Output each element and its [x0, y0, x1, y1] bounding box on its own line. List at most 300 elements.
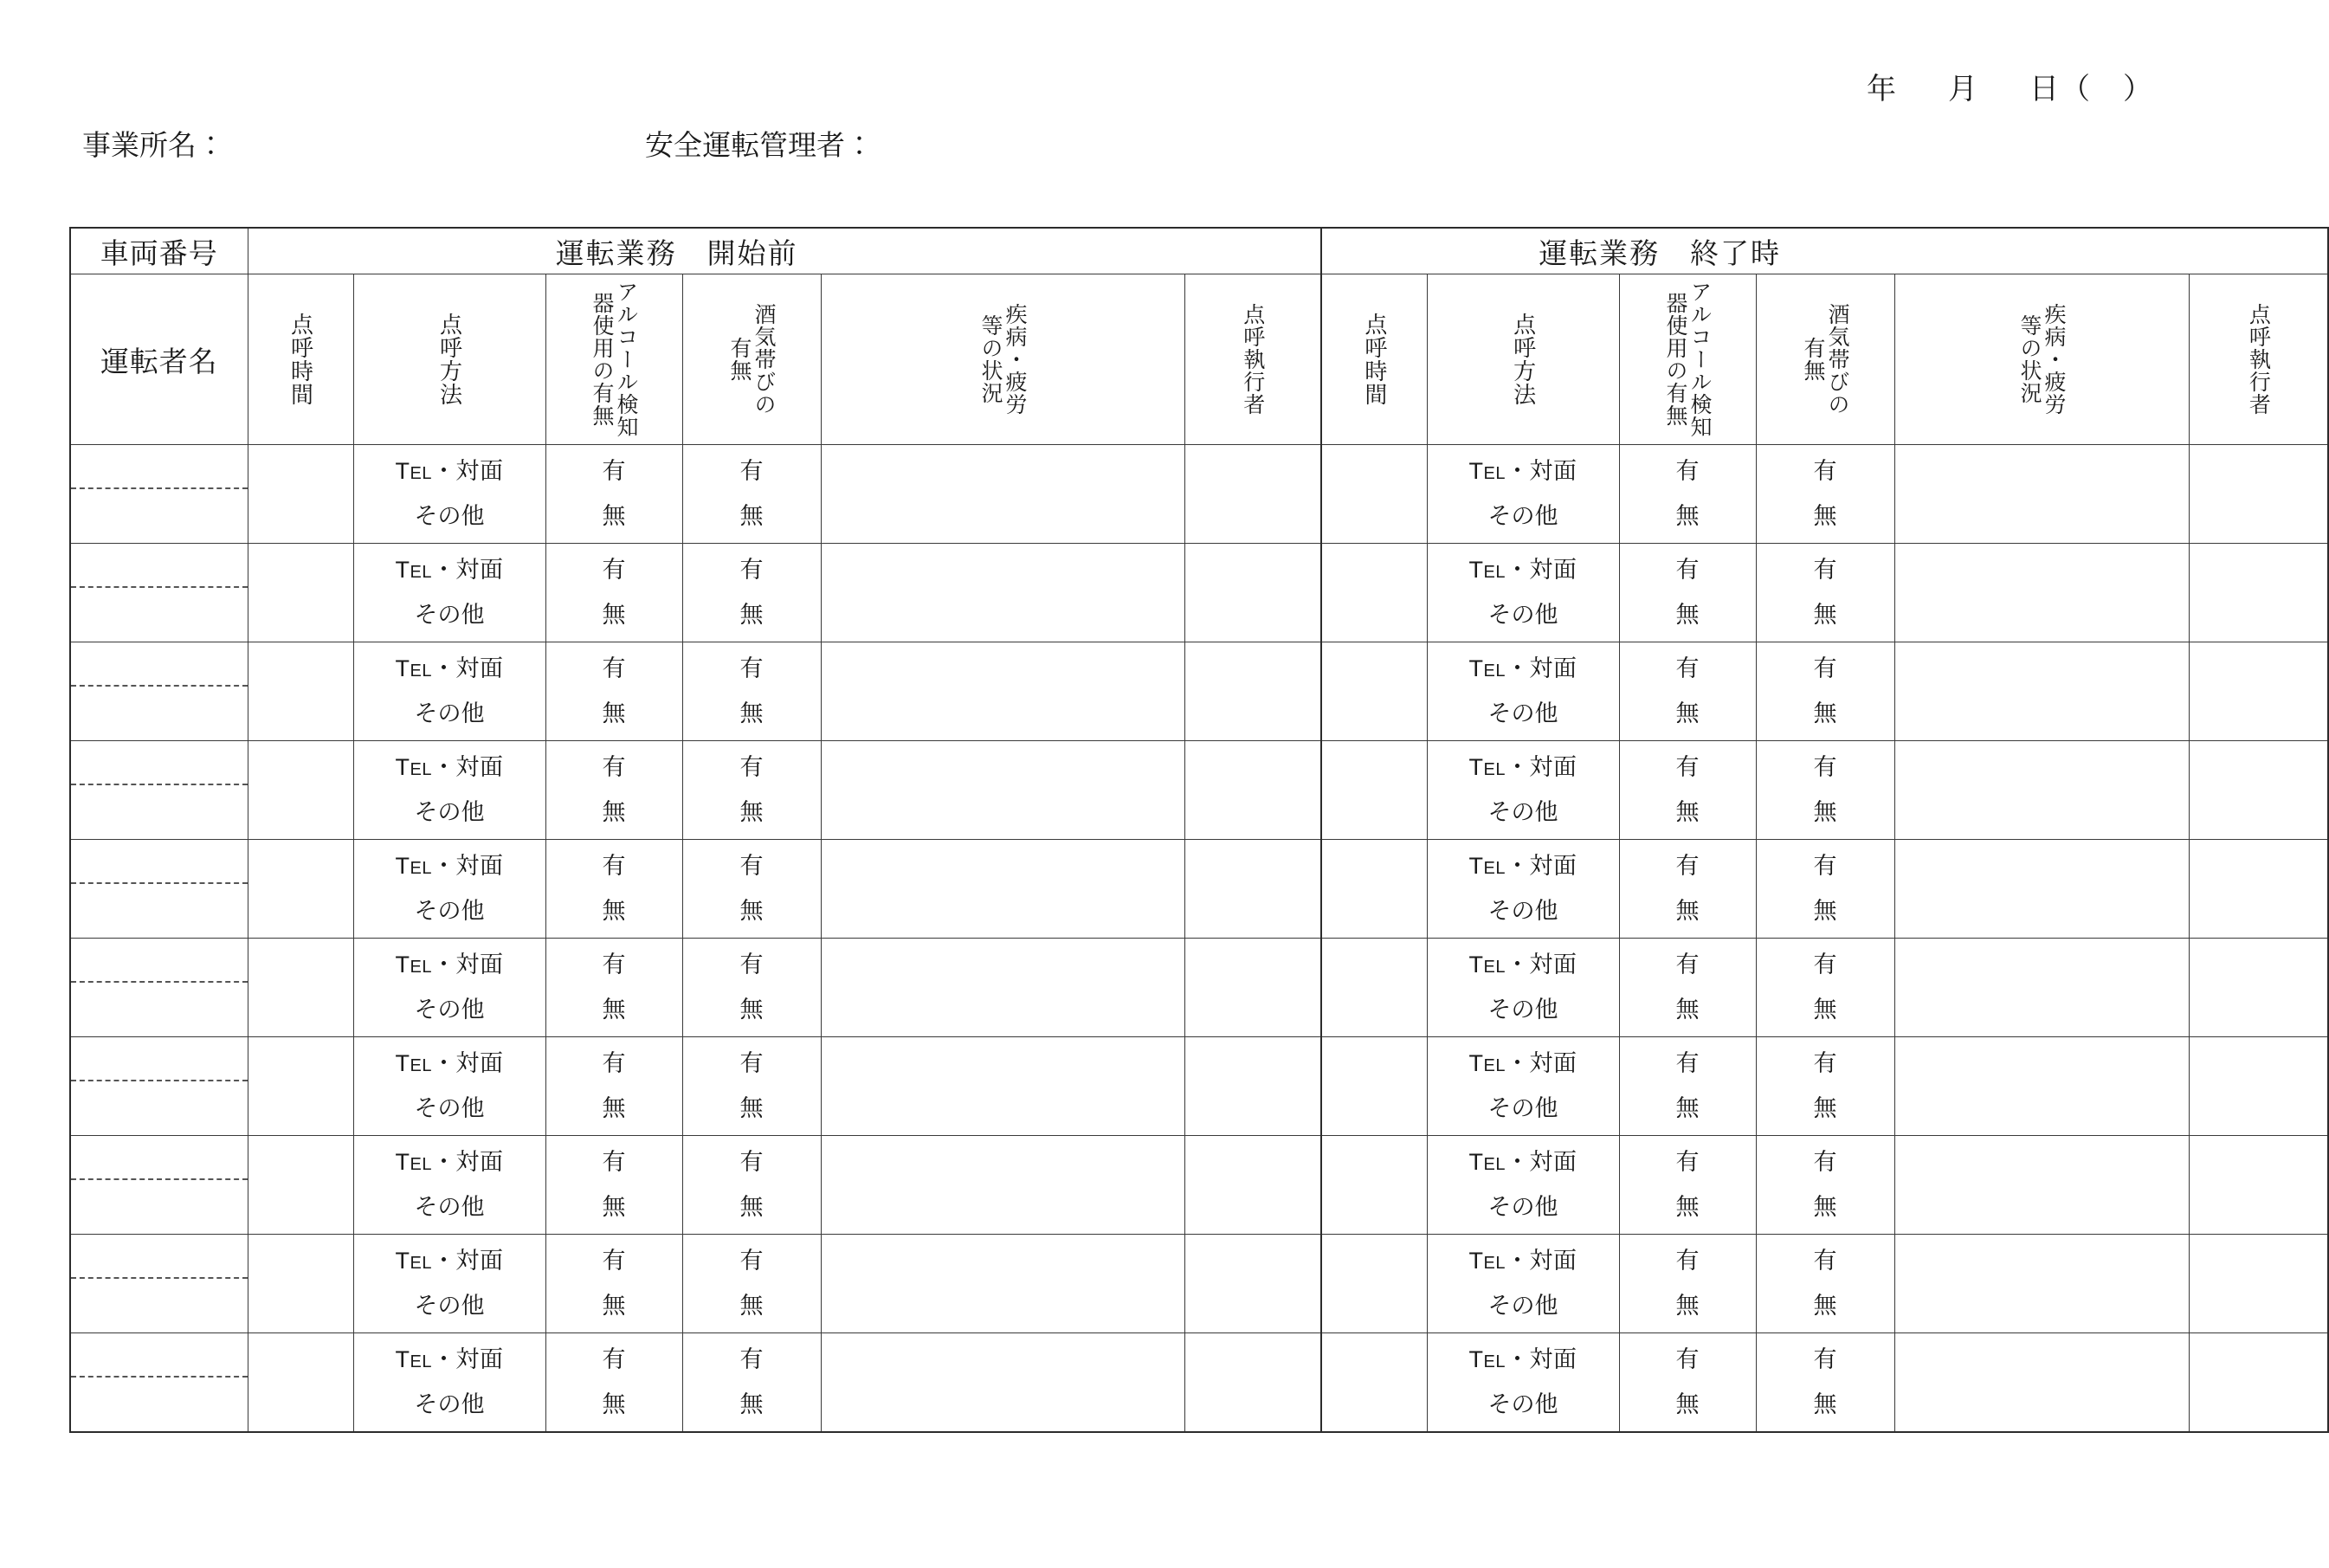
cell-before-illness-status[interactable]: [821, 642, 1184, 741]
option-yes[interactable]: 有: [739, 754, 764, 780]
method-option-2[interactable]: その他: [414, 898, 485, 924]
cell-before-roll-call-officer[interactable]: [1184, 642, 1321, 741]
cell-after-roll-call-officer[interactable]: [2189, 840, 2328, 939]
method-option-1[interactable]: [354, 1052, 545, 1075]
cell-before-roll-call-time[interactable]: [248, 840, 353, 939]
option-no[interactable]: 無: [1675, 700, 1700, 726]
option-yes[interactable]: 有: [1675, 557, 1700, 583]
option-yes[interactable]: 有: [1813, 655, 1837, 681]
cell-after-alcohol-detector[interactable]: [1619, 840, 1756, 939]
cell-after-roll-call-method[interactable]: [1427, 1235, 1619, 1333]
roll-call-time-label-after: 点呼時間: [1361, 313, 1388, 406]
cell-before-roll-call-officer[interactable]: [1184, 1037, 1321, 1136]
method-choice-group: [1428, 939, 1619, 1036]
option-no[interactable]: 無: [1813, 503, 1837, 529]
cell-after-intoxication[interactable]: [1756, 1235, 1894, 1333]
cell-after-roll-call-method[interactable]: [1427, 1037, 1619, 1136]
method-option-2[interactable]: その他: [414, 1391, 485, 1417]
option-no[interactable]: 無: [1813, 1391, 1837, 1417]
table-header-top-row: [70, 228, 2328, 274]
cell-after-alcohol-detector[interactable]: [1619, 445, 1756, 544]
cell-after-roll-call-officer[interactable]: [2189, 544, 2328, 642]
option-no[interactable]: 無: [1675, 1293, 1700, 1319]
office-name-label: 事業所名：: [82, 129, 225, 161]
method-option-2[interactable]: その他: [414, 1293, 485, 1319]
method-option-1[interactable]: [354, 953, 545, 977]
cell-after-roll-call-time[interactable]: [1321, 1136, 1427, 1235]
cell-before-roll-call-officer[interactable]: [1184, 544, 1321, 642]
method-option-tel[interactable]: [396, 1346, 504, 1372]
method-option-tel[interactable]: [1469, 754, 1577, 780]
cell-after-intoxication[interactable]: [1756, 939, 1894, 1037]
option-no[interactable]: 無: [1813, 898, 1837, 924]
cell-before-illness-status[interactable]: [821, 1333, 1184, 1433]
option-no[interactable]: 無: [602, 799, 626, 825]
option-no[interactable]: 無: [739, 898, 764, 924]
method-option-tel-prefix: T: [1468, 1248, 1484, 1274]
cell-before-intoxication[interactable]: [682, 544, 821, 642]
cell-before-roll-call-method[interactable]: [353, 741, 545, 840]
cell-vehicle-and-driver[interactable]: [70, 1235, 248, 1333]
method-option-2[interactable]: その他: [414, 799, 485, 825]
method-option-1[interactable]: [1428, 1348, 1619, 1371]
cell-before-roll-call-officer[interactable]: [1184, 1333, 1321, 1433]
option-yes[interactable]: 有: [739, 1248, 764, 1274]
cell-after-roll-call-time[interactable]: [1321, 642, 1427, 741]
cell-vehicle-and-driver[interactable]: [70, 1333, 248, 1433]
option-yes[interactable]: 有: [1813, 1050, 1837, 1076]
option-yes[interactable]: 有: [1813, 952, 1837, 978]
cell-before-roll-call-time[interactable]: [248, 741, 353, 840]
option-yes[interactable]: 有: [602, 754, 626, 780]
option-yes[interactable]: 有: [602, 952, 626, 978]
method-option-tel[interactable]: [1469, 1050, 1577, 1076]
option-no[interactable]: 無: [1675, 602, 1700, 628]
cell-before-roll-call-officer[interactable]: [1184, 741, 1321, 840]
option-yes[interactable]: 有: [1675, 1346, 1700, 1372]
option-no[interactable]: 無: [1813, 602, 1837, 628]
cell-after-roll-call-time[interactable]: [1321, 939, 1427, 1037]
method-option-tel[interactable]: [1469, 1346, 1577, 1372]
method-option-2[interactable]: その他: [1487, 1095, 1558, 1121]
option-no[interactable]: 無: [739, 1095, 764, 1121]
cell-after-roll-call-method[interactable]: [1427, 741, 1619, 840]
cell-before-roll-call-time[interactable]: [248, 642, 353, 741]
cell-before-illness-status[interactable]: [821, 840, 1184, 939]
method-option-2[interactable]: その他: [414, 1194, 485, 1220]
cell-after-illness-status[interactable]: [1894, 445, 2189, 544]
cell-after-illness-status[interactable]: [1894, 741, 2189, 840]
cell-before-roll-call-method[interactable]: [353, 642, 545, 741]
cell-after-illness-status[interactable]: [1894, 642, 2189, 741]
option-no[interactable]: 無: [1675, 1391, 1700, 1417]
option-yes[interactable]: 有: [602, 458, 626, 484]
cell-before-illness-status[interactable]: [821, 1037, 1184, 1136]
cell-after-alcohol-detector[interactable]: [1619, 939, 1756, 1037]
method-option-1[interactable]: [354, 756, 545, 779]
cell-before-alcohol-detector[interactable]: [545, 939, 682, 1037]
option-no[interactable]: 無: [602, 602, 626, 628]
cell-before-alcohol-detector[interactable]: [545, 1333, 682, 1433]
option-yes[interactable]: 有: [602, 655, 626, 681]
option-no[interactable]: 無: [1813, 799, 1837, 825]
cell-after-alcohol-detector[interactable]: [1619, 1235, 1756, 1333]
cell-before-roll-call-method[interactable]: [353, 840, 545, 939]
cell-vehicle-and-driver[interactable]: [70, 840, 248, 939]
cell-before-illness-status[interactable]: [821, 741, 1184, 840]
method-option-1[interactable]: [1428, 1052, 1619, 1075]
table-body: [70, 445, 2328, 1433]
cell-before-alcohol-detector[interactable]: [545, 445, 682, 544]
option-no[interactable]: 無: [1675, 503, 1700, 529]
cell-before-roll-call-officer[interactable]: [1184, 1136, 1321, 1235]
cell-after-roll-call-time[interactable]: [1321, 544, 1427, 642]
option-no[interactable]: 無: [1813, 1095, 1837, 1121]
option-no[interactable]: 無: [1675, 799, 1700, 825]
cell-vehicle-and-driver[interactable]: [70, 939, 248, 1037]
method-option-2[interactable]: その他: [414, 1095, 485, 1121]
cell-after-roll-call-officer[interactable]: [2189, 741, 2328, 840]
method-option-tel[interactable]: [396, 952, 504, 978]
method-option-tel-suffix: ・対面: [1506, 655, 1577, 681]
method-option-2[interactable]: その他: [414, 503, 485, 529]
method-option-1[interactable]: [1428, 1151, 1619, 1174]
cell-after-roll-call-officer[interactable]: [2189, 1136, 2328, 1235]
option-no[interactable]: 無: [602, 898, 626, 924]
cell-after-intoxication[interactable]: [1756, 544, 1894, 642]
method-option-tel-prefix: T: [395, 655, 410, 681]
yes-no-choice-group: [546, 445, 682, 543]
method-option-tel[interactable]: [1469, 1149, 1577, 1175]
option-no[interactable]: 無: [1813, 1194, 1837, 1220]
method-choice-group: [1428, 1136, 1619, 1234]
cell-before-intoxication[interactable]: [682, 939, 821, 1037]
option-no[interactable]: 無: [602, 1391, 626, 1417]
cell-before-roll-call-officer[interactable]: [1184, 445, 1321, 544]
cell-vehicle-and-driver[interactable]: [70, 1037, 248, 1136]
option-no[interactable]: 無: [739, 602, 764, 628]
option-yes[interactable]: 有: [1813, 557, 1837, 583]
cell-after-roll-call-time[interactable]: [1321, 445, 1427, 544]
yes-no-choice-group: [1620, 741, 1756, 839]
cell-before-alcohol-detector[interactable]: [545, 544, 682, 642]
cell-after-roll-call-time[interactable]: [1321, 741, 1427, 840]
cell-after-intoxication[interactable]: [1756, 445, 1894, 544]
option-yes[interactable]: 有: [739, 1149, 764, 1175]
option-no[interactable]: 無: [739, 997, 764, 1023]
cell-after-intoxication[interactable]: [1756, 1037, 1894, 1136]
option-yes[interactable]: 有: [1813, 754, 1837, 780]
cell-after-intoxication[interactable]: [1756, 741, 1894, 840]
method-option-tel-prefix: T: [395, 952, 410, 978]
yes-no-choice-group: [1620, 1037, 1756, 1135]
method-option-1[interactable]: [354, 1249, 545, 1273]
method-option-1[interactable]: [354, 460, 545, 483]
option-no[interactable]: 無: [739, 1293, 764, 1319]
cell-before-alcohol-detector[interactable]: [545, 1037, 682, 1136]
option-no[interactable]: 無: [602, 1095, 626, 1121]
method-option-2[interactable]: その他: [1487, 799, 1558, 825]
option-no[interactable]: 無: [602, 1293, 626, 1319]
option-no[interactable]: 無: [1675, 1095, 1700, 1121]
option-yes[interactable]: 有: [602, 1248, 626, 1274]
cell-after-illness-status[interactable]: [1894, 1136, 2189, 1235]
cell-before-roll-call-time[interactable]: [248, 1333, 353, 1433]
method-option-tel[interactable]: [396, 1050, 504, 1076]
option-yes[interactable]: 有: [739, 952, 764, 978]
method-option-1[interactable]: [354, 657, 545, 681]
method-option-1[interactable]: [1428, 756, 1619, 779]
section-after-label: 運転業務 終了時: [1539, 236, 1782, 269]
option-no[interactable]: 無: [1675, 1194, 1700, 1220]
cell-before-roll-call-officer[interactable]: [1184, 1235, 1321, 1333]
cell-before-illness-status[interactable]: [821, 445, 1184, 544]
method-option-tel[interactable]: [396, 1149, 504, 1175]
option-no[interactable]: 無: [739, 700, 764, 726]
method-option-2[interactable]: その他: [1487, 1391, 1558, 1417]
method-option-tel[interactable]: [1469, 655, 1577, 681]
cell-after-roll-call-method[interactable]: [1427, 840, 1619, 939]
method-option-1[interactable]: [1428, 657, 1619, 681]
cell-after-intoxication[interactable]: [1756, 642, 1894, 741]
cell-after-roll-call-time[interactable]: [1321, 840, 1427, 939]
method-option-2[interactable]: その他: [1487, 602, 1558, 628]
cell-vehicle-and-driver[interactable]: [70, 445, 248, 544]
option-no[interactable]: 無: [602, 1194, 626, 1220]
cell-after-roll-call-method[interactable]: [1427, 939, 1619, 1037]
method-choice-group: [1428, 840, 1619, 938]
option-yes[interactable]: 有: [739, 1346, 764, 1372]
method-option-1[interactable]: [1428, 953, 1619, 977]
method-option-tel[interactable]: [1469, 557, 1577, 583]
option-yes[interactable]: 有: [1813, 853, 1837, 879]
method-option-1[interactable]: [1428, 460, 1619, 483]
method-choice-group: [1428, 1333, 1619, 1431]
cell-before-roll-call-method[interactable]: [353, 445, 545, 544]
cell-before-alcohol-detector[interactable]: [545, 741, 682, 840]
method-option-1[interactable]: [354, 558, 545, 582]
method-option-2[interactable]: その他: [414, 997, 485, 1023]
option-no[interactable]: 無: [1813, 700, 1837, 726]
option-no[interactable]: 無: [1675, 898, 1700, 924]
cell-before-roll-call-time[interactable]: [248, 1235, 353, 1333]
option-no[interactable]: 無: [739, 503, 764, 529]
cell-before-roll-call-officer[interactable]: [1184, 939, 1321, 1037]
option-yes[interactable]: 有: [1675, 754, 1700, 780]
cell-vehicle-and-driver[interactable]: [70, 741, 248, 840]
option-yes[interactable]: 有: [1675, 952, 1700, 978]
option-yes[interactable]: 有: [1675, 655, 1700, 681]
option-yes[interactable]: 有: [602, 1149, 626, 1175]
cell-before-alcohol-detector[interactable]: [545, 1136, 682, 1235]
cell-after-alcohol-detector[interactable]: [1619, 1136, 1756, 1235]
option-yes[interactable]: 有: [1675, 1149, 1700, 1175]
cell-after-roll-call-officer[interactable]: [2189, 1037, 2328, 1136]
cell-after-illness-status[interactable]: [1894, 1235, 2189, 1333]
cell-before-roll-call-officer[interactable]: [1184, 840, 1321, 939]
cell-before-roll-call-time[interactable]: [248, 1136, 353, 1235]
cell-after-alcohol-detector[interactable]: [1619, 1037, 1756, 1136]
cell-after-illness-status[interactable]: [1894, 840, 2189, 939]
cell-after-alcohol-detector[interactable]: [1619, 544, 1756, 642]
option-yes[interactable]: 有: [1675, 1050, 1700, 1076]
cell-before-illness-status[interactable]: [821, 544, 1184, 642]
option-yes[interactable]: 有: [602, 853, 626, 879]
cell-before-alcohol-detector[interactable]: [545, 1235, 682, 1333]
option-no[interactable]: 無: [602, 700, 626, 726]
method-option-2[interactable]: その他: [1487, 1293, 1558, 1319]
cell-vehicle-and-driver[interactable]: [70, 642, 248, 741]
cell-after-illness-status[interactable]: [1894, 1037, 2189, 1136]
cell-after-roll-call-officer[interactable]: [2189, 642, 2328, 741]
cell-vehicle-and-driver[interactable]: [70, 1136, 248, 1235]
option-yes[interactable]: 有: [1813, 458, 1837, 484]
option-no[interactable]: 無: [1813, 997, 1837, 1023]
cell-after-roll-call-method[interactable]: [1427, 1136, 1619, 1235]
method-option-2[interactable]: その他: [1487, 700, 1558, 726]
cell-vehicle-and-driver[interactable]: [70, 544, 248, 642]
cell-before-roll-call-method[interactable]: [353, 1333, 545, 1433]
cell-before-illness-status[interactable]: [821, 1136, 1184, 1235]
cell-after-alcohol-detector[interactable]: [1619, 1333, 1756, 1433]
option-yes[interactable]: 有: [1813, 1248, 1837, 1274]
option-yes[interactable]: 有: [1813, 1346, 1837, 1372]
yes-no-choice-group: [1757, 939, 1894, 1036]
option-yes[interactable]: 有: [1675, 853, 1700, 879]
option-no[interactable]: 無: [602, 997, 626, 1023]
method-option-tel[interactable]: [396, 557, 504, 583]
option-yes[interactable]: 有: [1675, 458, 1700, 484]
cell-after-roll-call-method[interactable]: [1427, 1333, 1619, 1433]
cell-after-roll-call-method[interactable]: [1427, 445, 1619, 544]
illness-label-line1: 疾病・疲労: [1003, 303, 1027, 416]
cell-before-roll-call-method[interactable]: [353, 939, 545, 1037]
cell-before-intoxication[interactable]: [682, 1333, 821, 1433]
method-option-tel[interactable]: [1469, 458, 1577, 484]
header-section-before: [248, 228, 1321, 274]
method-option-2[interactable]: その他: [1487, 898, 1558, 924]
method-option-tel[interactable]: [396, 754, 504, 780]
cell-after-illness-status[interactable]: [1894, 939, 2189, 1037]
cell-after-roll-call-time[interactable]: [1321, 1037, 1427, 1136]
option-yes[interactable]: 有: [739, 1050, 764, 1076]
header-after-alcohol-detector: [1619, 274, 1756, 445]
cell-before-intoxication[interactable]: [682, 840, 821, 939]
option-no[interactable]: 無: [739, 1391, 764, 1417]
cell-before-roll-call-time[interactable]: [248, 939, 353, 1037]
method-option-1[interactable]: [354, 855, 545, 878]
cell-before-intoxication[interactable]: [682, 445, 821, 544]
cell-after-roll-call-officer[interactable]: [2189, 1235, 2328, 1333]
option-no[interactable]: 無: [1675, 997, 1700, 1023]
method-option-tel-smallcaps: EL: [410, 1056, 432, 1075]
cell-before-roll-call-method[interactable]: [353, 1136, 545, 1235]
method-option-tel[interactable]: [396, 1248, 504, 1274]
cell-before-roll-call-method[interactable]: [353, 1037, 545, 1136]
cell-after-roll-call-method[interactable]: [1427, 642, 1619, 741]
header-labels: [0, 126, 2216, 169]
cell-after-roll-call-officer[interactable]: [2189, 939, 2328, 1037]
cell-before-roll-call-time[interactable]: [248, 1037, 353, 1136]
cell-before-alcohol-detector[interactable]: [545, 642, 682, 741]
cell-after-roll-call-officer[interactable]: [2189, 445, 2328, 544]
method-option-1[interactable]: [1428, 1249, 1619, 1273]
option-yes[interactable]: 有: [739, 655, 764, 681]
option-yes[interactable]: 有: [602, 1050, 626, 1076]
method-option-tel-prefix: T: [395, 1346, 410, 1372]
cell-after-roll-call-officer[interactable]: [2189, 1333, 2328, 1433]
method-option-2[interactable]: その他: [414, 602, 485, 628]
yes-no-choice-group: [683, 544, 821, 642]
method-option-1[interactable]: [1428, 558, 1619, 582]
option-no[interactable]: 無: [1813, 1293, 1837, 1319]
option-yes[interactable]: 有: [739, 853, 764, 879]
cell-after-alcohol-detector[interactable]: [1619, 642, 1756, 741]
option-yes[interactable]: 有: [1813, 1149, 1837, 1175]
option-no[interactable]: 無: [739, 1194, 764, 1220]
method-option-2[interactable]: その他: [1487, 503, 1558, 529]
method-option-tel-suffix: ・対面: [431, 1149, 504, 1175]
cell-after-illness-status[interactable]: [1894, 1333, 2189, 1433]
cell-before-intoxication[interactable]: [682, 642, 821, 741]
method-option-2[interactable]: その他: [414, 700, 485, 726]
cell-after-intoxication[interactable]: [1756, 1136, 1894, 1235]
intoxication-label-line2-after: 有無: [1801, 337, 1826, 382]
cell-before-illness-status[interactable]: [821, 939, 1184, 1037]
cell-after-intoxication[interactable]: [1756, 1333, 1894, 1433]
option-yes[interactable]: 有: [739, 458, 764, 484]
method-option-2[interactable]: その他: [1487, 997, 1558, 1023]
cell-before-roll-call-time[interactable]: [248, 445, 353, 544]
cell-before-illness-status[interactable]: [821, 1235, 1184, 1333]
cell-before-intoxication[interactable]: [682, 1136, 821, 1235]
cell-after-roll-call-time[interactable]: [1321, 1333, 1427, 1433]
option-yes[interactable]: 有: [1675, 1248, 1700, 1274]
method-option-tel-prefix: T: [395, 557, 410, 583]
cell-before-roll-call-time[interactable]: [248, 544, 353, 642]
cell-before-intoxication[interactable]: [682, 1037, 821, 1136]
method-option-2[interactable]: その他: [1487, 1194, 1558, 1220]
cell-after-roll-call-time[interactable]: [1321, 1235, 1427, 1333]
method-option-tel[interactable]: [396, 655, 504, 681]
method-option-tel[interactable]: [396, 853, 504, 879]
method-option-tel[interactable]: [1469, 1248, 1577, 1274]
cell-before-roll-call-method[interactable]: [353, 1235, 545, 1333]
method-option-1[interactable]: [1428, 855, 1619, 878]
method-option-tel[interactable]: [1469, 952, 1577, 978]
option-no[interactable]: 無: [739, 799, 764, 825]
cell-before-intoxication[interactable]: [682, 741, 821, 840]
cell-before-roll-call-method[interactable]: [353, 544, 545, 642]
cell-after-intoxication[interactable]: [1756, 840, 1894, 939]
cell-after-alcohol-detector[interactable]: [1619, 741, 1756, 840]
roll-call-time-label: 点呼時間: [287, 313, 314, 406]
cell-after-illness-status[interactable]: [1894, 544, 2189, 642]
roll-call-method-label-after: 点呼方法: [1510, 313, 1537, 406]
cell-before-alcohol-detector[interactable]: [545, 840, 682, 939]
cell-after-roll-call-method[interactable]: [1427, 544, 1619, 642]
method-option-tel[interactable]: [1469, 853, 1577, 879]
method-option-1[interactable]: [354, 1348, 545, 1371]
method-option-tel[interactable]: [396, 458, 504, 484]
roll-call-method-label: 点呼方法: [436, 313, 463, 406]
option-yes[interactable]: 有: [739, 557, 764, 583]
option-yes[interactable]: 有: [602, 557, 626, 583]
method-option-1[interactable]: [354, 1151, 545, 1174]
cell-before-intoxication[interactable]: [682, 1235, 821, 1333]
option-yes[interactable]: 有: [602, 1346, 626, 1372]
option-no[interactable]: 無: [602, 503, 626, 529]
